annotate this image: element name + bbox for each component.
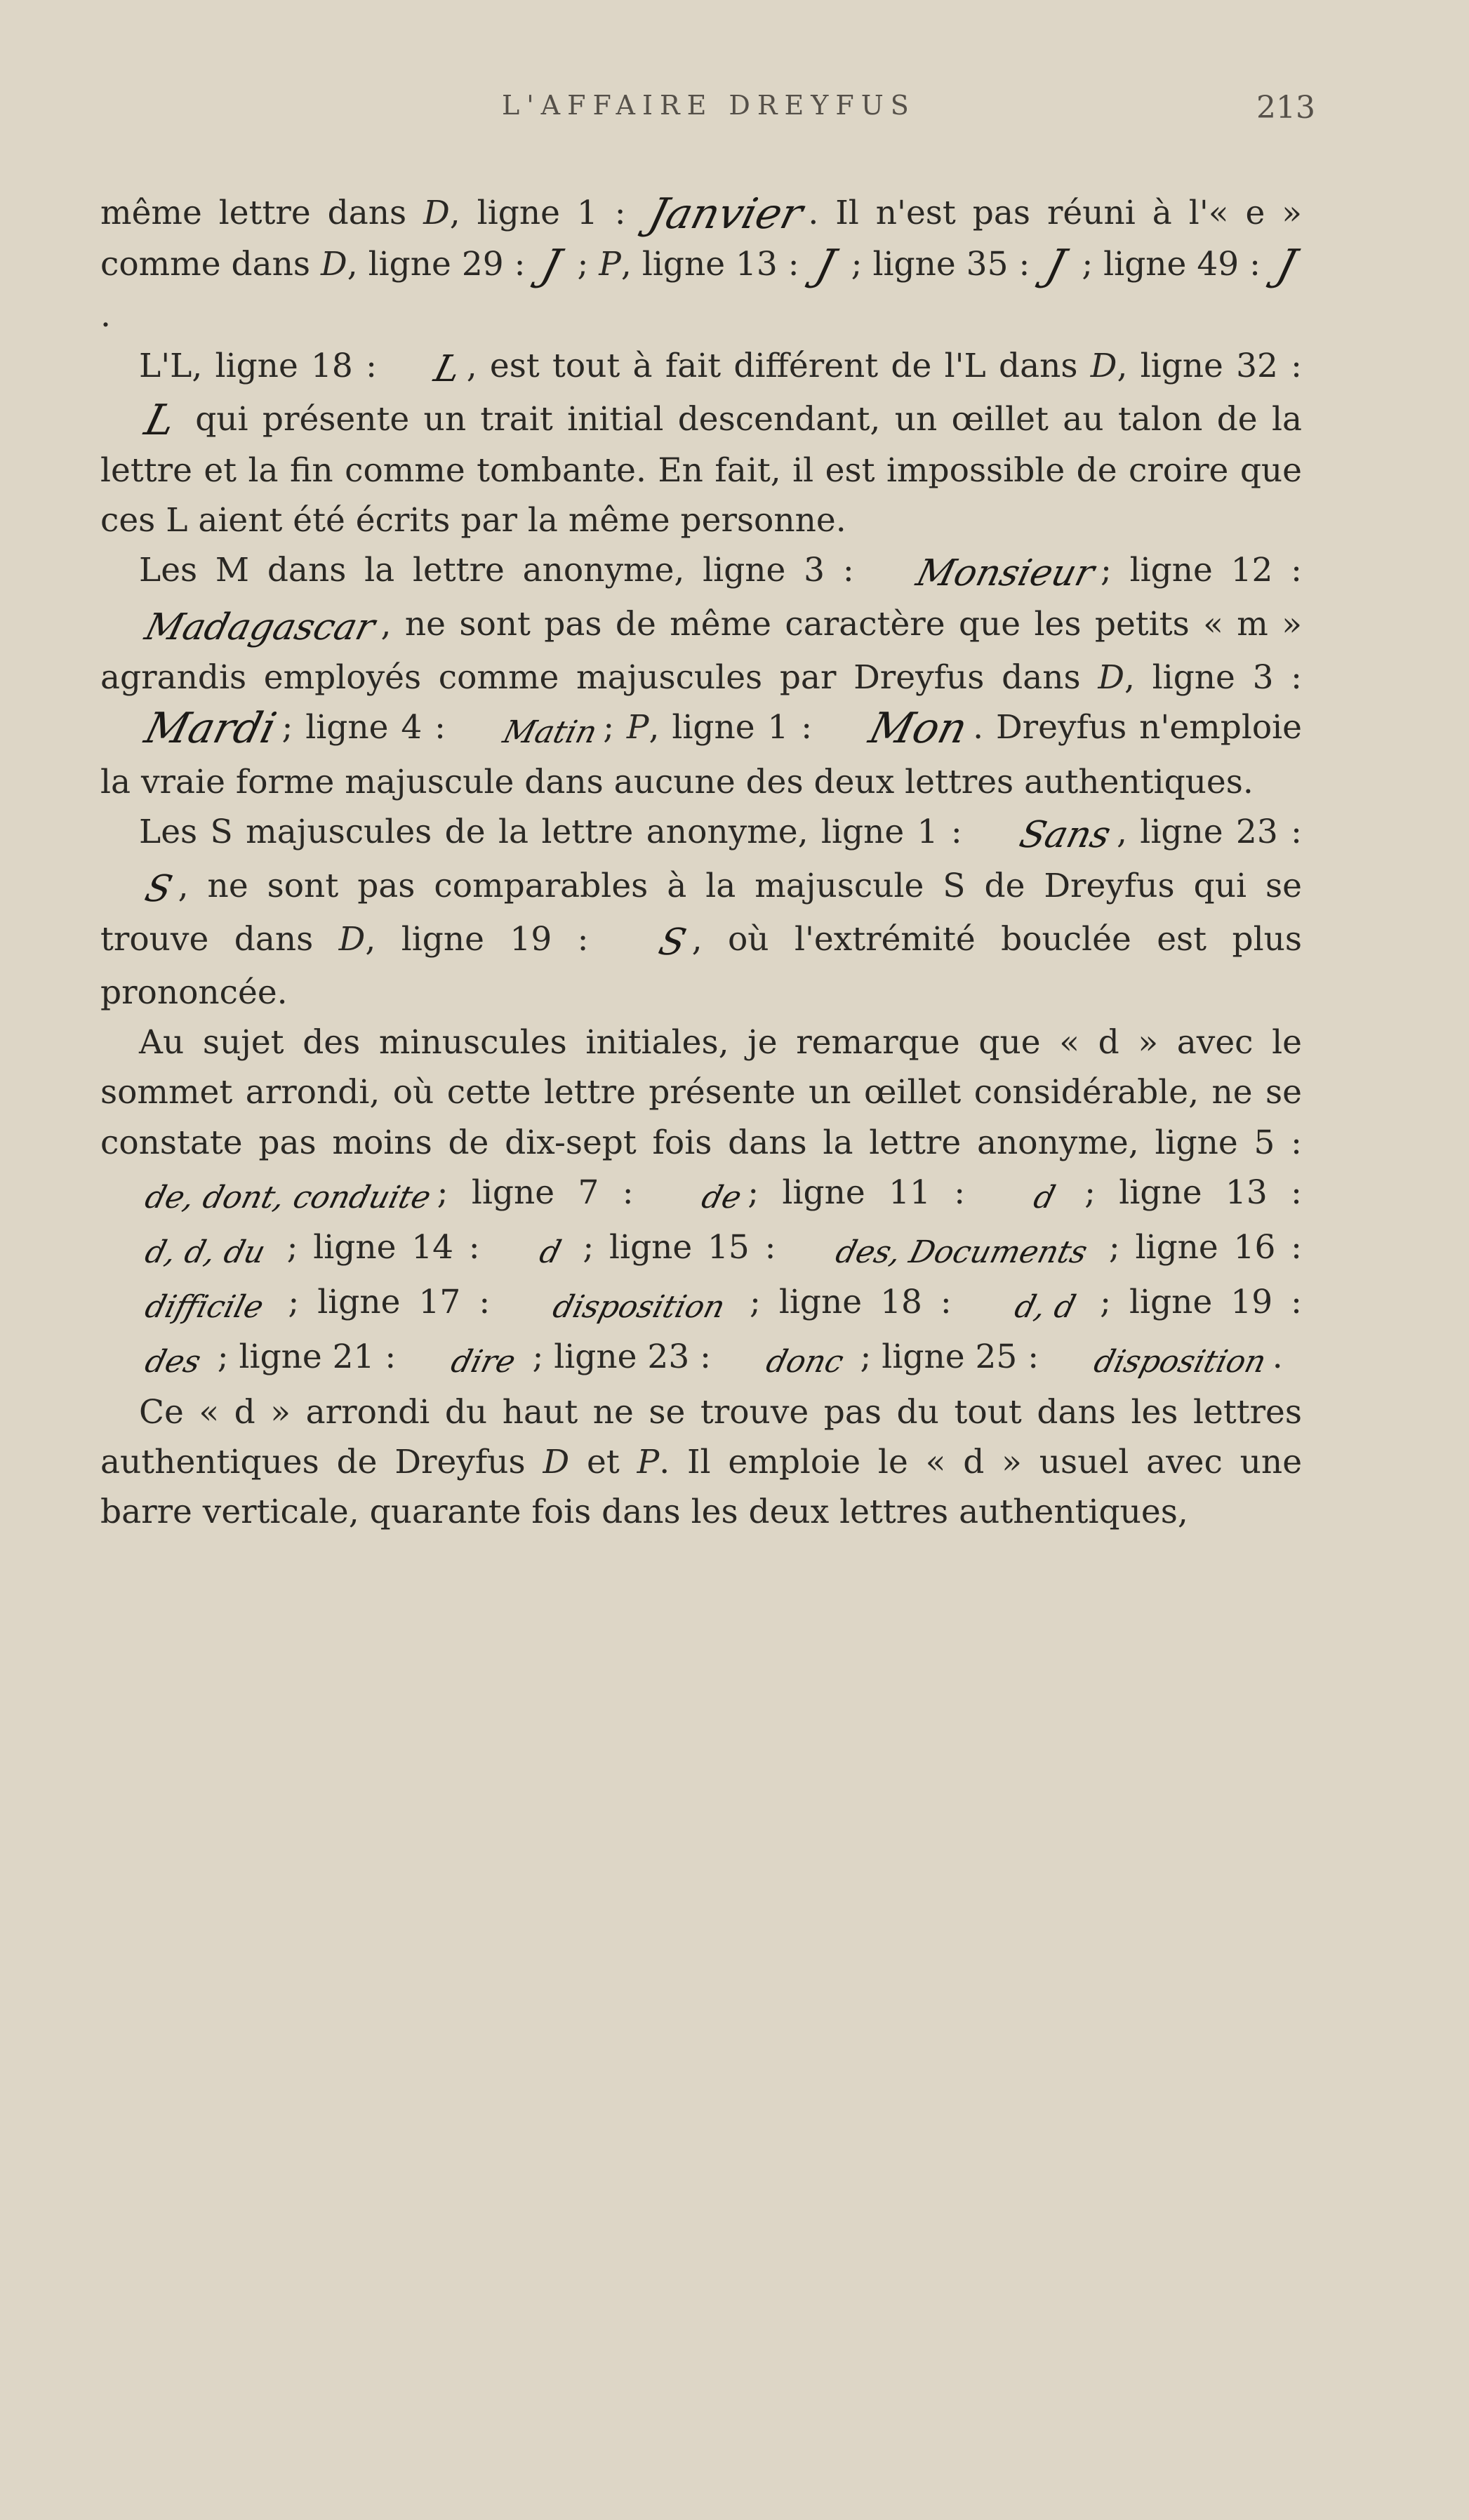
page-body: [100, 188, 1302, 1537]
handwriting-matin: Matin: [499, 714, 601, 751]
handwriting-d-line21: dire: [447, 1344, 519, 1380]
paragraph-1: même lettre dans D, ligne 1 : Janvier. Il n'est pas réuni à l'« e » comme dans D, ligne 29 : J ; P, ligne 13 : J ; ligne 35 : J ; ligne 49 : J.: [100, 189, 1303, 335]
handwriting-s-line19: S: [654, 921, 691, 964]
handwriting-d-line7: de: [698, 1179, 745, 1215]
handwriting-s-line23: S: [140, 867, 177, 910]
handwriting-j-line49: J: [1272, 241, 1301, 291]
handwriting-madagascar: Madagascar: [140, 606, 380, 648]
paragraph-6: Ce « d » arrondi du haut ne se trouve pas du tout dans les lettres authentiques de Dreyfus D et P. Il emploie le « d » usuel avec une barre verticale, quarante fois dans les deux lettres authentiques,: [100, 1392, 1303, 1532]
running-title: L'AFFAIRE DREYFUS: [502, 90, 916, 121]
handwriting-d-line18: d, d: [1011, 1289, 1079, 1326]
page-number: 213: [1256, 90, 1315, 126]
handwriting-d-line23: donc: [762, 1344, 847, 1380]
handwriting-l-line32: L: [140, 395, 180, 445]
handwriting-d-line16: difficile: [141, 1289, 267, 1326]
handwriting-d-line14: d: [536, 1234, 565, 1271]
handwriting-l-line18: L: [430, 347, 465, 390]
handwriting-j-line29: J: [536, 241, 566, 291]
handwriting-d-line25: disposition: [1090, 1344, 1270, 1380]
handwriting-d-line15: des, Documents: [832, 1234, 1091, 1271]
handwriting-d-line17: disposition: [549, 1289, 729, 1326]
handwriting-mardi: Mardi: [140, 704, 281, 754]
handwriting-d-line13: d, d, du: [141, 1234, 270, 1271]
handwriting-d-line19: des: [141, 1344, 205, 1380]
paragraph-5: Au sujet des minuscules initiales, je remarque que « d » avec le sommet arrondi, où cette lettre présente un œillet considérable, ne se constate pas moins de dix-sept fois dans la lettre anonyme, ligne 5 : de, dont, conduite; ligne 7 : de; ligne 11 : d ; ligne 13 : d, d, du ; ligne 14 : d ; ligne 15 : des, Documents ; ligne 16 : difficile ; ligne 17 : disposition ; ligne 18 : d, d ; ligne 19 : des ; ligne 21 : dire ; ligne 23 : donc ; ligne 25 : disposition.: [100, 1018, 1302, 1387]
handwriting-monsieur: Monsieur: [912, 552, 1099, 595]
page-header: [0, 90, 1469, 132]
handwriting-janvier: Janvier: [643, 189, 808, 239]
handwriting-j-line35: J: [1041, 241, 1071, 291]
handwriting-d-line11: d: [1030, 1179, 1059, 1215]
paragraph-4: Les S majuscules de la lettre anonyme, ligne 1 : Sans, ligne 23 : S, ne sont pas comparables à la majuscule S de Dreyfus qui se trouve dans D, ligne 19 : S, où l'extrémité bouclée est plus prononcée.: [100, 807, 1302, 1018]
paragraph-3: Les M dans la lettre anonyme, ligne 3 : Monsieur; ligne 12 : Madagascar, ne sont pas de même caractère que les petits « m » agrandis employés comme majuscules par Dreyfus dans D, ligne 3 : Mardi; ligne 4 : Matin; P, ligne 1 : Mon. Dreyfus n'emploie la vraie forme majuscule dans aucune des deux lettres authentiques.: [100, 545, 1302, 807]
handwriting-d-line5: de, dont, conduite: [141, 1179, 434, 1215]
paragraph-2: L'L, ligne 18 : L, est tout à fait différent de l'L dans D, ligne 32 : L qui présente un trait initial descendant, un œillet au talon de la lettre et la fin comme tombante. En fait, il est impossible de croire que ces L aient été écrits par la même personne.: [100, 341, 1302, 546]
handwriting-mon: Mon: [864, 704, 973, 754]
handwriting-j-line13: J: [811, 241, 840, 291]
handwriting-sans: Sans: [1015, 814, 1115, 857]
